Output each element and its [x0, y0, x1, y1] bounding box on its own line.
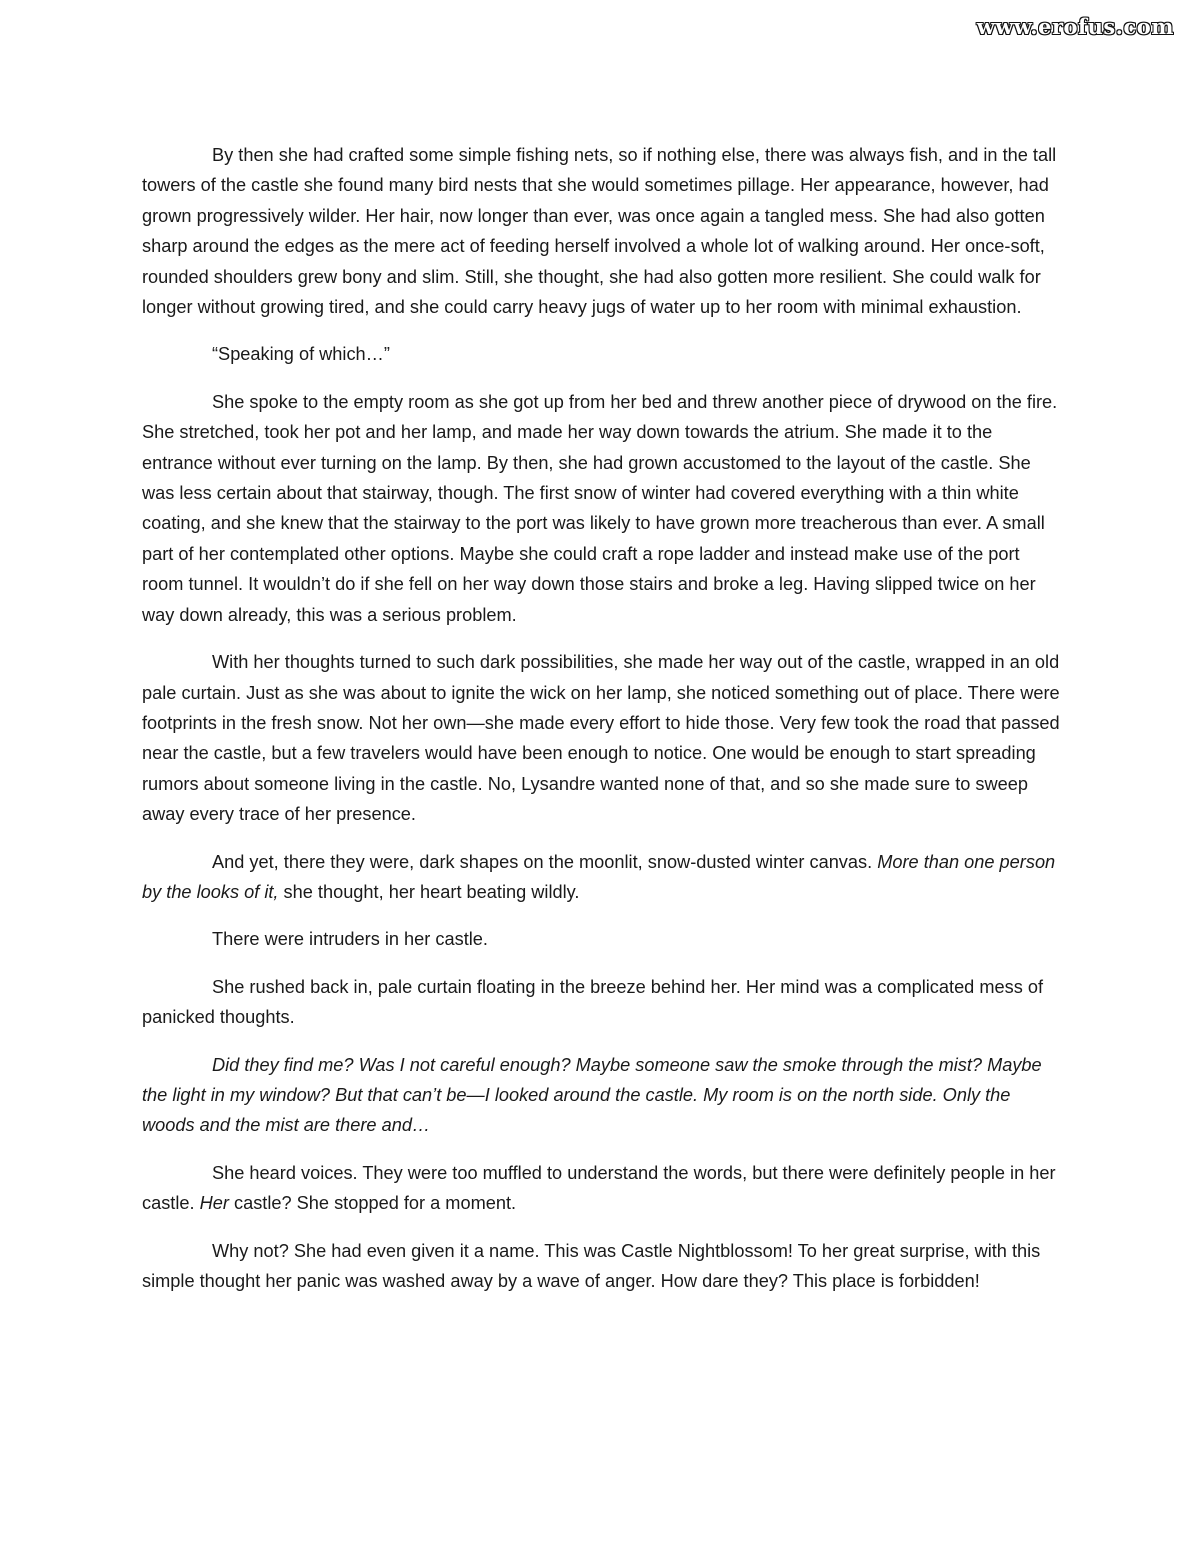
paragraph-2: “Speaking of which…” — [212, 344, 390, 365]
paragraph-1: By then she had crafted some simple fishing nets, so if nothing else, there was always fish, and in the tall towers of the castle she found many bird nests that she would sometimes pillage. Her appearance, however, had grown progressively wilder. Her hair, now longer than ever, was once again a tangled mess. She had also gotten sharp around the edges as the mere act of feeding herself involved a whole lot of walking around. Her once-soft, rounded shoulders grew bony and slim. Still, she thought, she had also gotten more resilient. She could walk for longer without growing tired, and she could carry heavy jugs of water up to her room with minimal exhaustion. — [142, 145, 1057, 318]
paragraph-5-text-after: she thought, her heart beating wildly. — [278, 881, 580, 902]
paragraph-9-italic: Her — [199, 1193, 229, 1214]
paragraph-3: She spoke to the empty room as she got up from her bed and threw another piece of drywood on the fire. She stretched, took her pot and her lamp, and made her way down towards the atrium. She made it to the entrance without ever turning on the lamp. By then, she had grown accustomed to the layout of the castle. She was less certain about that stairway, though. The first snow of winter had covered everything with a thin white coating, and she knew that the stairway to the port was likely to have grown more treacherous than ever. A small part of her contemplated other options. Maybe she could craft a rope ladder and instead make use of the port room tunnel. It wouldn’t do if she fell on her way down those stairs and broke a leg. Having slipped twice on her way down already, this was a serious problem. — [142, 391, 1058, 625]
paragraph-9 — [142, 1158, 1062, 1219]
paragraph-5-text-before: And yet, there they were, dark shapes on the moonlit, snow-dusted winter canvas. — [212, 851, 878, 872]
document-page — [142, 140, 1062, 1313]
paragraph-8 — [142, 1050, 1062, 1141]
paragraph-9-text-after: castle? She stopped for a moment. — [228, 1193, 517, 1214]
paragraph-10: Why not? She had even given it a name. This was Castle Nightblossom! To her great surprise, with this simple thought her panic was washed away by a wave of anger. How dare they? This place is forbidden! — [142, 1240, 1041, 1291]
paragraph-5 — [142, 847, 1062, 908]
paragraph-7: She rushed back in, pale curtain floating in the breeze behind her. Her mind was a complicated mess of panicked thoughts. — [142, 976, 1044, 1028]
paragraph-9-text-before: She heard voices. They were too muffled to understand the words, but there were definitely people in her castle. — [142, 1162, 1056, 1214]
paragraph-4: With her thoughts turned to such dark possibilities, she made her way out of the castle, wrapped in an old pale curtain. Just as she was about to ignite the wick on her lamp, she noticed something out of place. There were footprints in the fresh snow. Not her own—she made every effort to hide those. Very few took the road that passed near the castle, but a few travelers would have been enough to notice. One would be enough to start spreading rumors about someone living in the castle. No, Lysandre wanted none of that, and so she made sure to sweep away every trace of her presence. — [142, 652, 1060, 825]
paragraph-8-italic: Did they find me? Was I not careful enough? Maybe someone saw the smoke through the mist? Maybe the light in my window? But that can’t be—I looked around the castle. My room is on the north side. Only the woods and the mist are there and… — [142, 1054, 1042, 1136]
site-watermark: www.erofus.com — [976, 14, 1174, 39]
paragraph-5-italic: More than one person by the looks of it, — [142, 851, 1056, 902]
paragraph-6: There were intruders in her castle. — [212, 929, 488, 950]
